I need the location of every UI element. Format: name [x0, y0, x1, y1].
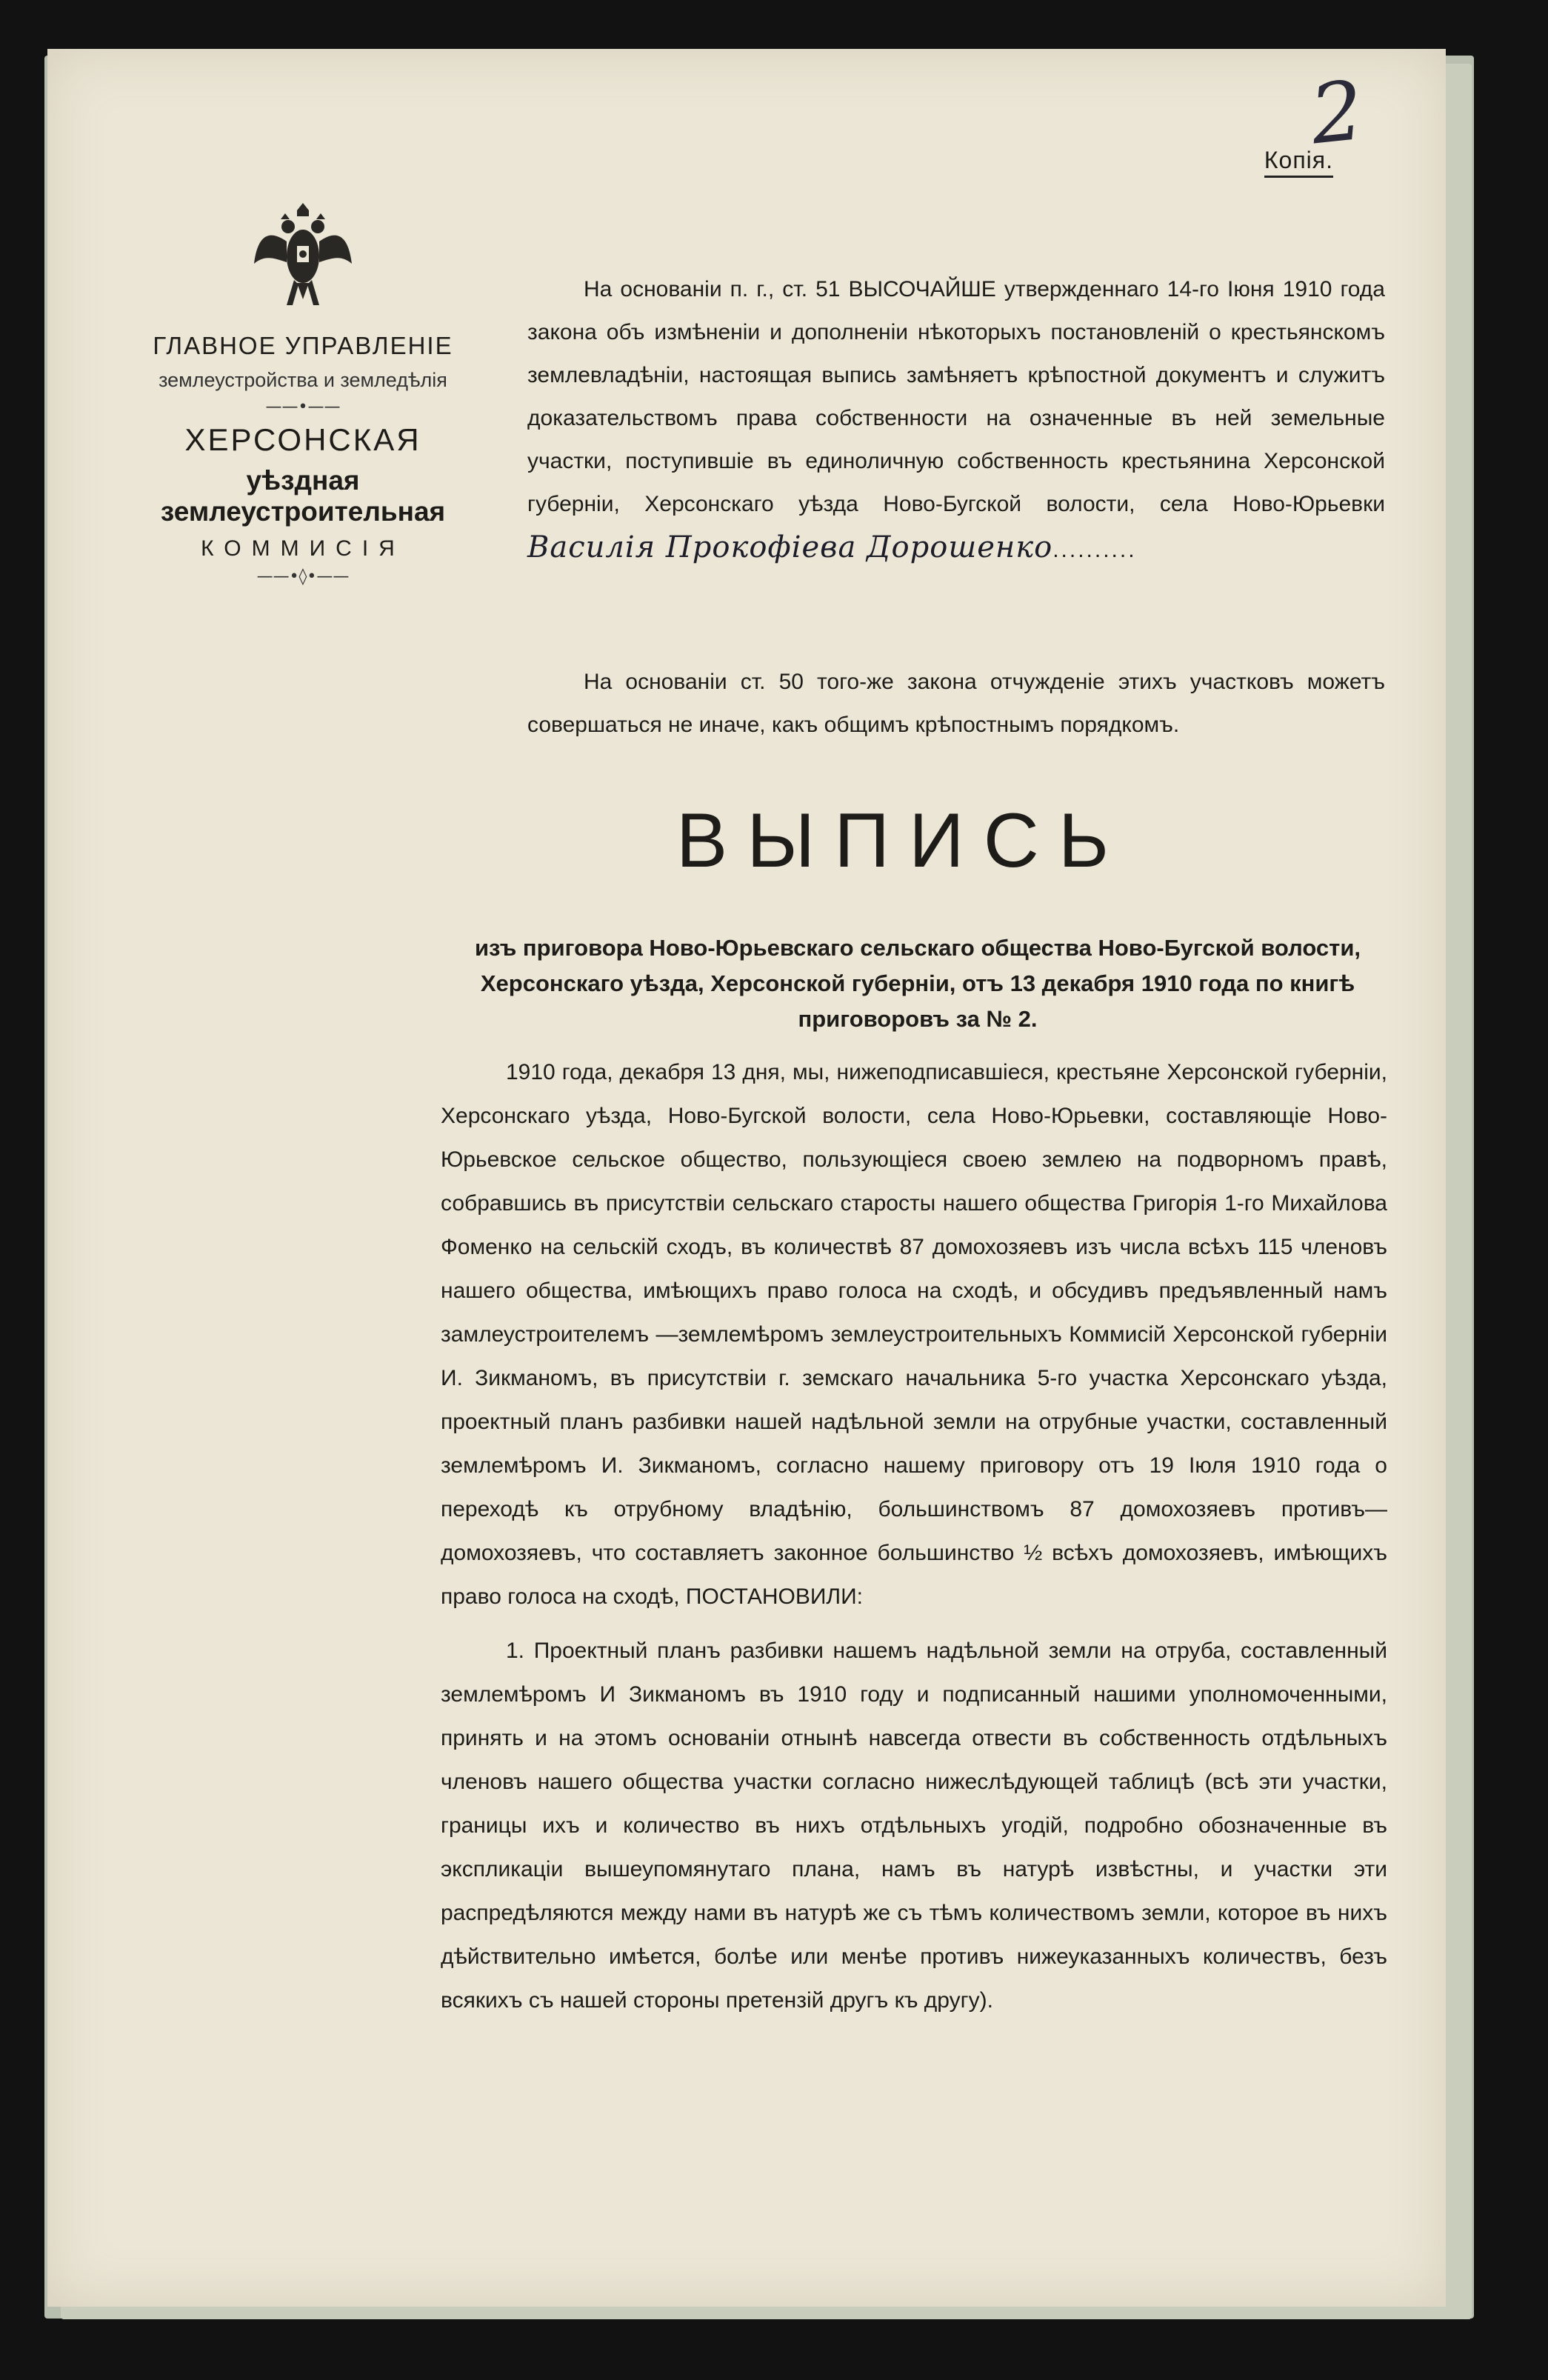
body-paragraph-2: 1. Проектный планъ разбивки нашемъ надѣльной земли на отруба, составленный землемѣромъ И Зикманомъ въ 1910 году и подписанный нашими уполномоченными, принять и на этомъ основаніи отнынѣ навсегда отвести въ собственность отдѣльныхъ членовъ нашего общества участки согласно нижеслѣдующей таблицѣ (всѣ эти участки, границы ихъ и количество въ нихъ отдѣльныхъ угодій, подробно обозначенные въ экспликаціи вышеупомянутаго плана, намъ въ натурѣ извѣстны, и участки эти распредѣляются между нами въ натурѣ же съ тѣмъ количествомъ земли, которое въ нихъ дѣйствительно имѣется, болѣе или менѣе противъ нижеуказанныхъ количествъ, безъ всякихъ съ нашей стороны претензій другъ къ другу). [441, 1639, 1387, 2013]
body-text [441, 1050, 1387, 2022]
ornament-divider: ——•—— [265, 398, 341, 416]
ministry-name: ГЛАВНОЕ УПРАВЛЕНІЕ [153, 332, 453, 359]
commission-word: КОММИСІЯ [201, 536, 405, 561]
alienation-note: На основаніи ст. 50 того-же закона отчужденіе этихъ участковъ можетъ совершаться не иначе, какъ общимъ крѣпостнымъ порядкомъ. [527, 670, 1385, 737]
document-title: ВЫПИСЬ [675, 798, 1129, 884]
intro-paragraph [527, 268, 1385, 572]
ministry-subtitle: землеустройства и земледѣлія [159, 369, 447, 391]
document-page [47, 49, 1446, 2307]
commission-region: ХЕРСОНСКАЯ [184, 422, 421, 457]
intro-text: На основаніи п. г., ст. 51 ВЫСОЧАЙШЕ утвержденнаго 14-го Іюня 1910 года закона объ измѣненіи и дополненіи нѣкоторыхъ постановленій о крестьянскомъ землевладѣніи, настоящая выпись замѣняетъ крѣпостной документъ и служитъ доказательствомъ права собственности на означенные въ ней земельные участки, поступившіе въ единоличную собственность крестьянина Херсонской губерніи, Херсонскаго уѣзда Ново-Бугской волости, села Ново-Юрьевки [527, 277, 1385, 516]
body-paragraph-1: 1910 года, декабря 13 дня, мы, нижеподписавшіеся, крестьяне Херсонской губерніи, Херсонскаго уѣзда, Ново-Бугской волости, села Ново-Юрьевки, составляющіе Ново-Юрьевское сельское общество, пользующіеся своею землею на подворномъ правѣ, собравшись въ присутствіи сельскаго старосты нашего общества Григорія 1-го Михайлова Фоменко на сельскій сходъ, въ количествѣ 87 домохозяевъ изъ числа всѣхъ 115 членовъ нашего общества, имѣющихъ право голоса на сходѣ, и обсудивъ предъявленный намъ замлеустроителемъ —землемѣромъ землеустроительныхъ Коммисій Херсонской губерніи И. Зикманомъ, въ присутствіи г. земскаго начальника 5-го участка Херсонскаго уѣзда, проектный планъ разбивки нашей надѣльной земли на отрубные участки, составленный землемѣромъ И. Зикманомъ, согласно нашему приговору отъ 19 Іюля 1910 года о переходѣ къ отрубному владѣнію, большинствомъ 87 домохозяевъ противъ—домохозяевъ, что составляетъ законное большинство ½ всѣхъ домохозяевъ, имѣющихъ право голоса на сходѣ, ПОСТАНОВИЛИ: [441, 1060, 1387, 1609]
commission-type: уѣздная землеустроительная [160, 465, 446, 527]
handwritten-page-number: 2 [1306, 62, 1368, 163]
copy-mark: Копія. [1264, 147, 1333, 178]
fill-dots: .......... [1052, 538, 1137, 562]
issuer-header [125, 197, 481, 592]
ornament-divider-2: ——•◊•—— [256, 567, 350, 586]
document-subtitle: изъ приговора Ново-Юрьевскаго сельскаго общества Ново-Бугской волости, Херсонскаго уѣзда, Херсонской губерніи, отъ 13 декабря 1910 года по книгѣ приговоровъ за № 2. [475, 935, 1361, 1032]
handwritten-owner-name: Василія Прокофіева Дорошенко [527, 530, 1053, 564]
double-headed-eagle-emblem [251, 197, 355, 316]
